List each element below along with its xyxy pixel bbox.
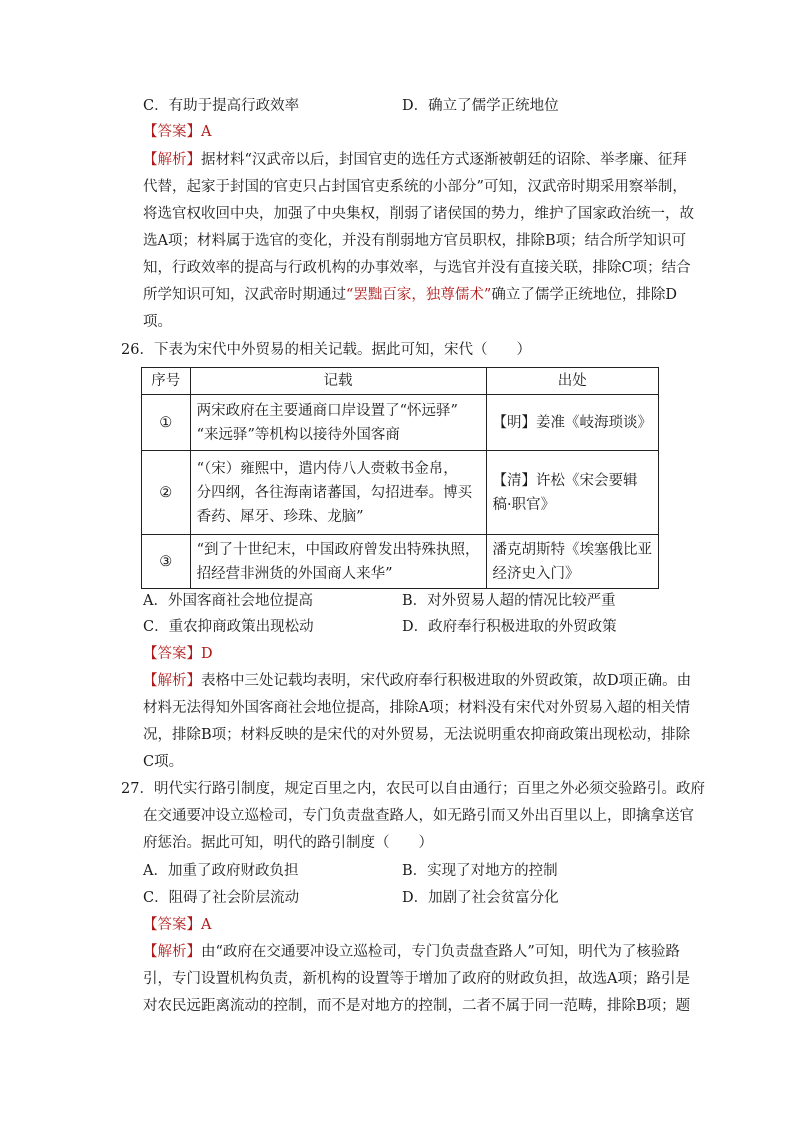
q27-analysis-line-3: 对农民远距离流动的控制，而不是对地方的控制，二者不属于同一范畴，排除B项；题 (143, 998, 691, 1014)
q25-analysis-line-3: 将选官权收回中央，加强了中央集权，削弱了诸侯国的势力，维护了国家政治统一，故 (143, 206, 694, 222)
q25-analysis-line-5: 知，行政效率的提高与行政机构的办事效率，与选官并没有直接关联，排除C项；结合 (143, 260, 691, 276)
q25-option-c: C．有助于提高行政效率 (143, 98, 300, 114)
q26-answer (143, 644, 213, 664)
header-no: 序号 (142, 368, 191, 395)
q25-analysis-line-6: 所学知识可知，汉武帝时期通过“罢黜百家，独尊儒术”确立了儒学正统地位，排除D (143, 287, 677, 303)
q25-analysis-line-4: 选A项；材料属于选官的变化，并没有削弱地方官员职权，排除B项；结合所学知识可 (143, 233, 687, 249)
table-row (142, 535, 659, 589)
answer-value: A (201, 124, 212, 140)
q27-option-d: D．加剧了社会贫富分化 (402, 890, 559, 906)
q27-option-b: B．实现了对地方的控制 (402, 863, 558, 879)
q26-stem: 26．下表为宋代中外贸易的相关记载。据此可知，宋代（ ） (121, 342, 531, 358)
q27-option-a: A．加重了政府财政负担 (143, 863, 299, 879)
q27-answer (143, 915, 211, 935)
table-row (142, 395, 659, 451)
highlight-quote: “罢黜百家，独尊儒术” (346, 287, 492, 303)
q26-option-a: A．外国客商社会地位提高 (143, 593, 313, 609)
header-record: 记载 (190, 368, 486, 395)
answer-tag: 【答案】 (143, 646, 201, 662)
answer-value: D (201, 646, 213, 662)
table-row (142, 451, 659, 535)
q27-stem-line-1: 27．明代实行路引制度，规定百里之内，农民可以自由通行；百里之外必须交验路引。政府 (121, 781, 705, 797)
q27-analysis-line-2: 引，专门设置机构负责，新机构的设置等于增加了政府的财政负担，故选A项；路引是 (143, 971, 690, 987)
answer-tag: 【答案】 (143, 917, 201, 933)
q27-stem-line-3: 府惩治。据此可知，明代的路引制度（ ） (143, 835, 433, 851)
row-source: 潘克胡斯特《埃塞俄比亚 经济史入门》 (486, 535, 659, 589)
answer-tag: 【答案】 (143, 124, 201, 140)
q26-analysis-line-3: 况，排除B项；材料反映的是宋代的对外贸易，无法说明重农抑商政策出现松动，排除 (143, 727, 691, 743)
q26-option-d: D．政府奉行积极进取的外贸政策 (402, 619, 617, 635)
table-header-row (142, 368, 659, 395)
q25-answer (143, 122, 211, 142)
q26-option-c: C．重农抑商政策出现松动 (143, 619, 314, 635)
q26-analysis-line-2: 材料无法得知外国客商社会地位提高，排除A项；材料没有宋代对外贸易入超的相关情 (143, 700, 690, 716)
header-source: 出处 (486, 368, 659, 395)
row-record: “（宋）雍熙中，遣内侍八人赍敕书金帛， 分四纲，各往海南诸蕃国，勾招进奉。博买 香药、犀牙、珍珠、龙脑” (190, 451, 486, 535)
q26-analysis-line-1: 【解析】表格中三处记载均表明，宋代政府奉行积极进取的外贸政策，故D项正确。由 (143, 673, 692, 689)
q25-analysis-line-7: 项。 (143, 314, 172, 330)
row-source: 【明】姜准《岐海琐谈》 (486, 395, 659, 451)
row-record: “到了十世纪末，中国政府曾发出特殊执照， 招经营非洲货的外国商人来华” (190, 535, 486, 589)
row-record: 两宋政府在主要通商口岸设置了“怀远驿” “来远驿”等机构以接待外国客商 (190, 395, 486, 451)
analysis-tag: 【解析】 (143, 152, 201, 168)
row-source: 【清】许松《宋会要辑 稿·职官》 (486, 451, 659, 535)
q25-option-d: D．确立了儒学正统地位 (402, 98, 559, 114)
q26-option-b: B．对外贸易人超的情况比较严重 (402, 593, 616, 609)
analysis-tag: 【解析】 (143, 944, 201, 960)
q25-analysis-line-1: 【解析】据材料“汉武帝以后，封国官吏的选任方式逐渐被朝廷的诏除、举孝廉、征拜 (143, 152, 687, 168)
row-no: ① (142, 395, 191, 451)
q25-analysis-line-2: 代替，起家于封国的官吏只占封国官吏系统的小部分”可知，汉武帝时期采用察举制， (143, 179, 687, 195)
analysis-tag: 【解析】 (143, 673, 201, 689)
q26-analysis-line-4: C项。 (143, 754, 184, 770)
q26-records-table (141, 367, 659, 589)
row-no: ② (142, 451, 191, 535)
answer-value: A (201, 917, 212, 933)
row-no: ③ (142, 535, 191, 589)
q27-stem-line-2: 在交通要冲设立巡检司，专门负责盘查路人，如无路引而又外出百里以上，即擒拿送官 (143, 808, 694, 824)
q27-analysis-line-1: 【解析】由“政府在交通要冲设立巡检司，专门负责盘查路人”可知，明代为了核验路 (143, 944, 680, 960)
q27-option-c: C．阻碍了社会阶层流动 (143, 890, 300, 906)
